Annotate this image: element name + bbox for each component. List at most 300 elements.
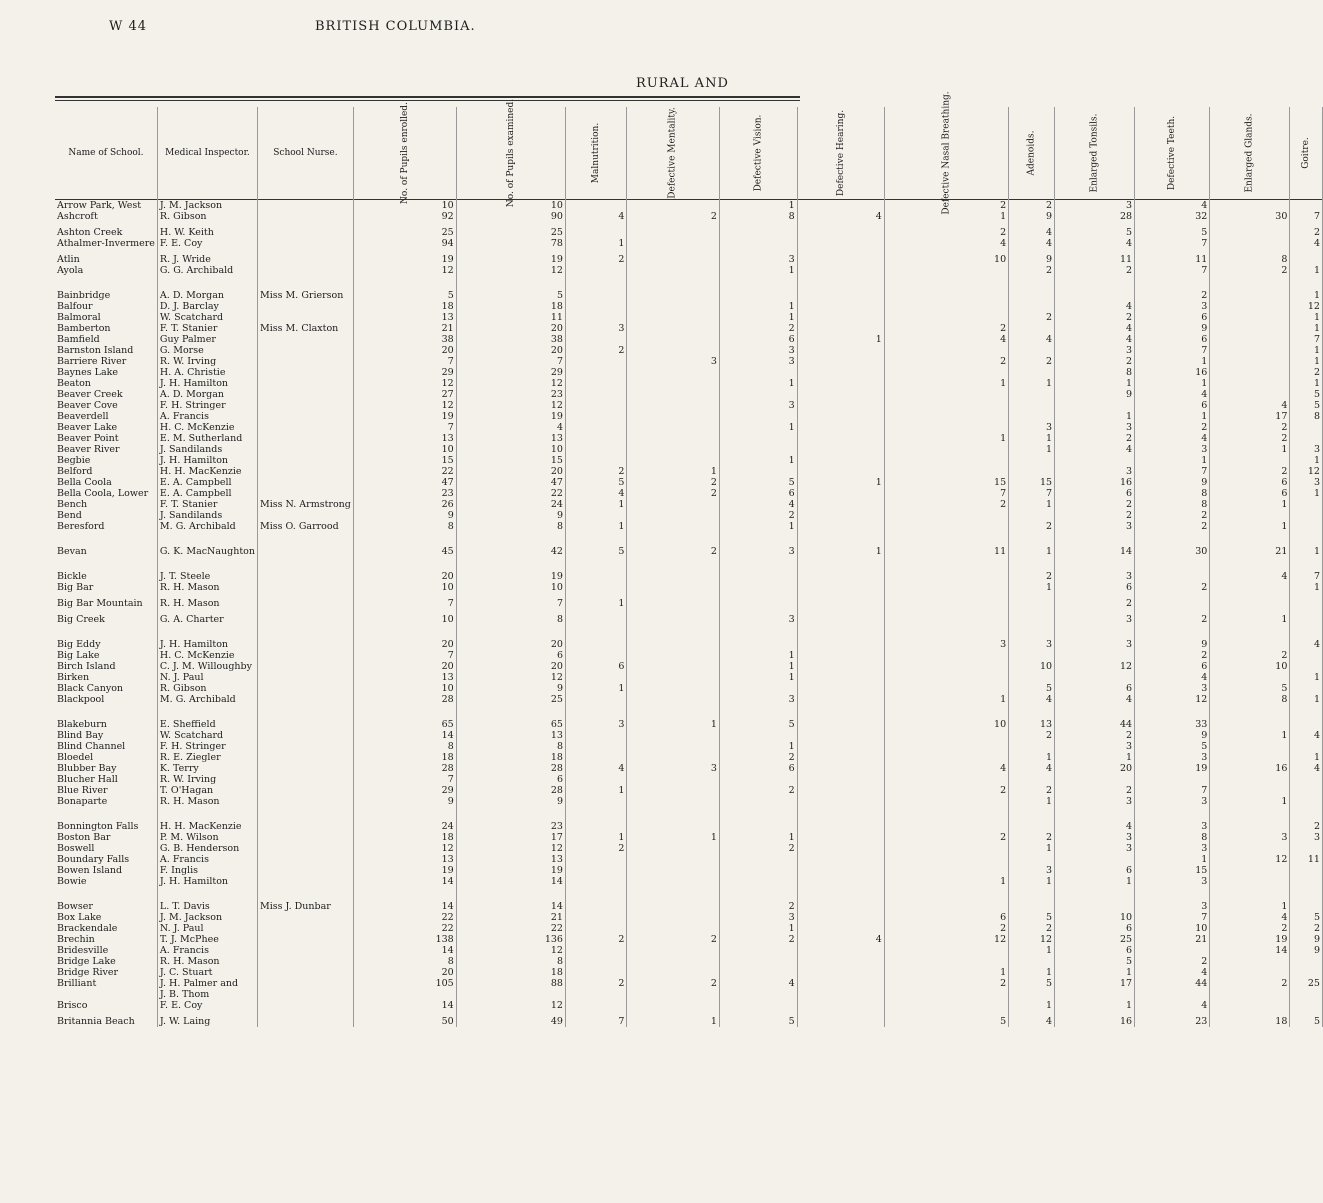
school-name: Box Lake (55, 912, 157, 923)
count-cell: 1 (627, 1016, 719, 1027)
medical-inspector: M. G. Archibald (157, 694, 257, 705)
count-cell (1135, 945, 1210, 956)
count-cell: 1 (719, 301, 797, 312)
count-cell: 1 (1055, 411, 1135, 422)
table-row (55, 290, 1322, 301)
count-cell (1009, 614, 1055, 625)
medical-inspector: F. T. Stanier (157, 499, 257, 510)
count-cell: 7 (353, 598, 456, 609)
count-cell (797, 614, 884, 625)
medical-inspector: N. J. Paul (157, 672, 257, 683)
count-cell (884, 854, 1008, 865)
school-name: Big Bar Mountain (55, 598, 157, 609)
count-cell (884, 661, 1008, 672)
count-cell (884, 741, 1008, 752)
count-cell (719, 854, 797, 865)
count-cell: 2 (1055, 356, 1135, 367)
medical-inspector: M. G. Archibald (157, 521, 257, 532)
count-cell: 7 (1135, 345, 1210, 356)
count-cell: 13 (353, 433, 456, 444)
count-cell: 78 (456, 238, 565, 249)
count-cell (627, 854, 719, 865)
count-cell: 12 (1055, 661, 1135, 672)
column-header: Medical Inspector. (157, 107, 257, 200)
count-cell (565, 510, 626, 521)
count-cell (1290, 796, 1323, 807)
count-cell: 2 (1009, 730, 1055, 741)
count-cell: 12 (884, 934, 1008, 945)
count-cell: 12 (456, 672, 565, 683)
count-cell (719, 411, 797, 422)
medical-inspector: H. W. Keith (157, 227, 257, 238)
count-cell: 1 (565, 832, 626, 843)
count-cell: 13 (1009, 719, 1055, 730)
count-cell (1009, 389, 1055, 400)
count-cell: 10 (353, 582, 456, 593)
count-cell (719, 774, 797, 785)
table-row (55, 521, 1322, 532)
count-cell: 7 (353, 356, 456, 367)
school-nurse (258, 367, 354, 378)
count-cell (884, 389, 1008, 400)
count-cell: 2 (1290, 821, 1323, 832)
medical-inspector: H. A. Christie (157, 367, 257, 378)
count-cell (1055, 290, 1135, 301)
school-nurse (258, 444, 354, 455)
count-cell: 1 (1135, 455, 1210, 466)
count-cell (797, 785, 884, 796)
school-nurse (258, 389, 354, 400)
school-name: Athalmer-Invermere (55, 238, 157, 249)
count-cell (1210, 389, 1290, 400)
medical-inspector: R. H. Mason (157, 956, 257, 967)
medical-inspector: J. Sandilands (157, 444, 257, 455)
count-cell (565, 571, 626, 582)
count-cell: 94 (353, 238, 456, 249)
count-cell: 2 (1210, 433, 1290, 444)
count-cell: 2 (719, 934, 797, 945)
count-cell (797, 521, 884, 532)
school-name: Brilliant (55, 978, 157, 989)
count-cell (797, 1016, 884, 1027)
count-cell (565, 796, 626, 807)
count-cell: 12 (353, 265, 456, 276)
count-cell (797, 312, 884, 323)
school-name: Baynes Lake (55, 367, 157, 378)
table-row (55, 614, 1322, 625)
count-cell: 3 (1210, 832, 1290, 843)
count-cell (1210, 200, 1290, 212)
count-cell (884, 345, 1008, 356)
count-cell: 1 (1009, 433, 1055, 444)
count-cell (627, 510, 719, 521)
count-cell: 5 (1009, 978, 1055, 989)
count-cell: 16 (1055, 1016, 1135, 1027)
school-nurse (258, 683, 354, 694)
count-cell: 19 (456, 411, 565, 422)
count-cell: 1 (1290, 290, 1323, 301)
count-cell (1290, 254, 1323, 265)
count-cell: 2 (1135, 422, 1210, 433)
count-cell (797, 719, 884, 730)
school-name: Birch Island (55, 661, 157, 672)
count-cell: 1 (719, 422, 797, 433)
count-cell: 8 (1210, 254, 1290, 265)
column-header: Defective Nasal Breathing. (884, 107, 1008, 200)
count-cell: 2 (719, 323, 797, 334)
school-nurse (258, 345, 354, 356)
count-cell (627, 967, 719, 978)
count-cell (719, 683, 797, 694)
count-cell (797, 301, 884, 312)
count-cell: 1 (884, 378, 1008, 389)
count-cell: 10 (353, 683, 456, 694)
table-row (55, 650, 1322, 661)
count-cell: 2 (884, 323, 1008, 334)
count-cell: 21 (1135, 934, 1210, 945)
count-cell (565, 301, 626, 312)
count-cell (797, 400, 884, 411)
count-cell: 20 (1055, 763, 1135, 774)
count-cell (627, 411, 719, 422)
table-row (55, 598, 1322, 609)
count-cell (884, 672, 1008, 683)
count-cell: 4 (565, 763, 626, 774)
count-cell (627, 796, 719, 807)
medical-inspector: W. Scatchard (157, 730, 257, 741)
count-cell: 2 (565, 934, 626, 945)
count-cell: 2 (1055, 785, 1135, 796)
count-cell: 14 (353, 730, 456, 741)
count-cell: 7 (456, 598, 565, 609)
count-cell (627, 614, 719, 625)
column-header: Adenoids. (1009, 107, 1055, 200)
count-cell: 7 (1135, 238, 1210, 249)
count-cell: 13 (456, 433, 565, 444)
count-cell (565, 1000, 626, 1011)
count-cell (1210, 774, 1290, 785)
count-cell: 17 (1055, 978, 1135, 989)
school-name: Beaton (55, 378, 157, 389)
count-cell (1210, 582, 1290, 593)
count-cell: 3 (1009, 639, 1055, 650)
count-cell: 5 (1210, 683, 1290, 694)
count-cell: 9 (456, 796, 565, 807)
school-name: Bloedel (55, 752, 157, 763)
count-cell (719, 1000, 797, 1011)
table-row (55, 582, 1322, 593)
count-cell: 8 (456, 741, 565, 752)
medical-inspector: W. Scatchard (157, 312, 257, 323)
count-cell: 1 (1290, 672, 1323, 683)
count-cell (1009, 650, 1055, 661)
medical-inspector: R. W. Irving (157, 774, 257, 785)
count-cell (627, 843, 719, 854)
count-cell: 7 (1135, 466, 1210, 477)
count-cell: 6 (1055, 945, 1135, 956)
school-nurse (258, 945, 354, 956)
count-cell: 2 (719, 752, 797, 763)
count-cell: 29 (456, 367, 565, 378)
count-cell (627, 455, 719, 466)
count-cell: 18 (456, 301, 565, 312)
school-nurse (258, 466, 354, 477)
count-cell (1290, 614, 1323, 625)
count-cell: 2 (884, 499, 1008, 510)
count-cell: 1 (884, 876, 1008, 887)
count-cell: 19 (456, 254, 565, 265)
count-cell: 23 (1135, 1016, 1210, 1027)
count-cell: 10 (353, 614, 456, 625)
table-row (55, 546, 1322, 557)
table-row (55, 752, 1322, 763)
school-name: Barriere River (55, 356, 157, 367)
school-nurse (258, 546, 354, 557)
count-cell: 1 (1009, 499, 1055, 510)
count-cell: 11 (1055, 254, 1135, 265)
count-cell (797, 865, 884, 876)
medical-inspector: G. G. Archibald (157, 265, 257, 276)
count-cell: 4 (1290, 730, 1323, 741)
count-cell: 65 (456, 719, 565, 730)
count-cell (797, 571, 884, 582)
count-cell: 1 (1290, 694, 1323, 705)
count-cell: 2 (719, 843, 797, 854)
count-cell (565, 912, 626, 923)
count-cell: 2 (1055, 499, 1135, 510)
count-cell (627, 433, 719, 444)
count-cell: 10 (1009, 661, 1055, 672)
count-cell (797, 356, 884, 367)
count-cell: 4 (1009, 763, 1055, 774)
school-name: Beaver Creek (55, 389, 157, 400)
count-cell: 6 (456, 650, 565, 661)
count-cell: 8 (1055, 367, 1135, 378)
medical-inspector: G. A. Charter (157, 614, 257, 625)
count-cell: 2 (627, 211, 719, 222)
count-cell: 6 (719, 763, 797, 774)
count-cell: 2 (1009, 521, 1055, 532)
count-cell (565, 821, 626, 832)
count-cell: 23 (456, 389, 565, 400)
count-cell: 8 (456, 521, 565, 532)
school-nurse (258, 763, 354, 774)
count-cell: 2 (1210, 923, 1290, 934)
table-row (55, 254, 1322, 265)
count-cell: 10 (884, 719, 1008, 730)
column-header: Defective Teeth. (1135, 107, 1210, 200)
count-cell (1009, 956, 1055, 967)
count-cell (719, 796, 797, 807)
table-row (55, 389, 1322, 400)
count-cell: 7 (353, 422, 456, 433)
count-cell: 7 (1290, 211, 1323, 222)
count-cell (627, 227, 719, 238)
count-cell (797, 923, 884, 934)
top-rule (55, 96, 800, 98)
count-cell (1210, 843, 1290, 854)
count-cell: 2 (1135, 614, 1210, 625)
count-cell (565, 989, 626, 1000)
medical-inspector: J. H. Palmer and (157, 978, 257, 989)
count-cell (1210, 356, 1290, 367)
count-cell (719, 238, 797, 249)
count-cell (1290, 901, 1323, 912)
school-nurse (258, 912, 354, 923)
count-cell: 2 (1135, 521, 1210, 532)
count-cell (627, 741, 719, 752)
count-cell: 9 (353, 796, 456, 807)
count-cell (1290, 598, 1323, 609)
count-cell: 20 (456, 639, 565, 650)
count-cell: 2 (565, 843, 626, 854)
count-cell (1009, 672, 1055, 683)
count-cell: 4 (1055, 694, 1135, 705)
count-cell (884, 1000, 1008, 1011)
medical-inspector: R. W. Irving (157, 356, 257, 367)
medical-inspector: E. A. Campbell (157, 477, 257, 488)
count-cell: 11 (884, 546, 1008, 557)
count-cell: 4 (719, 978, 797, 989)
count-cell (719, 967, 797, 978)
table-row (55, 411, 1322, 422)
count-cell: 7 (1290, 571, 1323, 582)
school-nurse (258, 571, 354, 582)
count-cell (884, 796, 1008, 807)
school-nurse (258, 312, 354, 323)
count-cell: 6 (719, 488, 797, 499)
count-cell (797, 433, 884, 444)
count-cell (627, 945, 719, 956)
count-cell: 19 (456, 571, 565, 582)
count-cell: 1 (884, 967, 1008, 978)
count-cell: 18 (456, 967, 565, 978)
school-name: Bella Coola, Lower (55, 488, 157, 499)
count-cell (565, 378, 626, 389)
count-cell: 5 (1290, 1016, 1323, 1027)
count-cell (797, 843, 884, 854)
column-header: School Nurse. (258, 107, 354, 200)
school-nurse: Miss J. Dunbar (258, 901, 354, 912)
table-row (55, 865, 1322, 876)
count-cell (627, 774, 719, 785)
table-row (55, 672, 1322, 683)
count-cell: 12 (456, 378, 565, 389)
count-cell (719, 730, 797, 741)
count-cell (884, 598, 1008, 609)
count-cell: 14 (353, 876, 456, 887)
school-nurse (258, 832, 354, 843)
count-cell: 8 (719, 211, 797, 222)
count-cell (627, 378, 719, 389)
school-name: Boundary Falls (55, 854, 157, 865)
count-cell: 2 (565, 345, 626, 356)
medical-inspector: F. E. Coy (157, 238, 257, 249)
school-nurse (258, 730, 354, 741)
school-name: Ashton Creek (55, 227, 157, 238)
count-cell: 13 (456, 854, 565, 865)
count-cell: 4 (1009, 1016, 1055, 1027)
medical-inspector: E. M. Sutherland (157, 433, 257, 444)
count-cell: 2 (565, 978, 626, 989)
count-cell: 20 (353, 345, 456, 356)
table-row (55, 477, 1322, 488)
table-row (55, 444, 1322, 455)
count-cell: 10 (353, 444, 456, 455)
count-cell (627, 345, 719, 356)
count-cell (797, 639, 884, 650)
count-cell: 20 (456, 345, 565, 356)
count-cell: 3 (1290, 444, 1323, 455)
count-cell (627, 650, 719, 661)
count-cell (797, 741, 884, 752)
count-cell (627, 521, 719, 532)
count-cell (1009, 367, 1055, 378)
count-cell: 10 (456, 582, 565, 593)
count-cell: 18 (1210, 1016, 1290, 1027)
count-cell (627, 1000, 719, 1011)
count-cell: 6 (1210, 477, 1290, 488)
count-cell: 1 (1290, 752, 1323, 763)
count-cell: 5 (1290, 389, 1323, 400)
spacer-row (55, 807, 1322, 821)
medical-inspector: T. J. McPhee (157, 934, 257, 945)
count-cell (1009, 510, 1055, 521)
count-cell (719, 821, 797, 832)
table-row (55, 763, 1322, 774)
count-cell: 1 (565, 785, 626, 796)
count-cell: 3 (719, 546, 797, 557)
school-name: Blind Channel (55, 741, 157, 752)
school-nurse (258, 1016, 354, 1027)
count-cell: 1 (1290, 378, 1323, 389)
count-cell: 42 (456, 546, 565, 557)
medical-inspector: E. Sheffield (157, 719, 257, 730)
count-cell: 4 (1009, 694, 1055, 705)
medical-inspector: J. H. Hamilton (157, 639, 257, 650)
count-cell: 1 (565, 499, 626, 510)
count-cell: 2 (884, 832, 1008, 843)
count-cell (884, 650, 1008, 661)
count-cell (1135, 571, 1210, 582)
count-cell (627, 312, 719, 323)
table-row (55, 345, 1322, 356)
medical-inspector: J. W. Laing (157, 1016, 257, 1027)
count-cell: 4 (797, 211, 884, 222)
count-cell: 1 (719, 521, 797, 532)
count-cell: 14 (456, 901, 565, 912)
count-cell (719, 865, 797, 876)
count-cell (1290, 661, 1323, 672)
column-header: No. of Pupils examined. (456, 107, 565, 200)
school-nurse (258, 978, 354, 989)
count-cell (797, 254, 884, 265)
medical-inspector: H. H. MacKenzie (157, 466, 257, 477)
count-cell (1009, 466, 1055, 477)
count-cell (884, 466, 1008, 477)
count-cell (797, 901, 884, 912)
count-cell: 5 (719, 719, 797, 730)
count-cell (1290, 741, 1323, 752)
count-cell: 4 (456, 422, 565, 433)
table-row (55, 378, 1322, 389)
table-row (55, 923, 1322, 934)
count-cell: 1 (1210, 521, 1290, 532)
count-cell (1009, 854, 1055, 865)
count-cell: 7 (353, 650, 456, 661)
school-name: Big Eddy (55, 639, 157, 650)
table-row (55, 455, 1322, 466)
